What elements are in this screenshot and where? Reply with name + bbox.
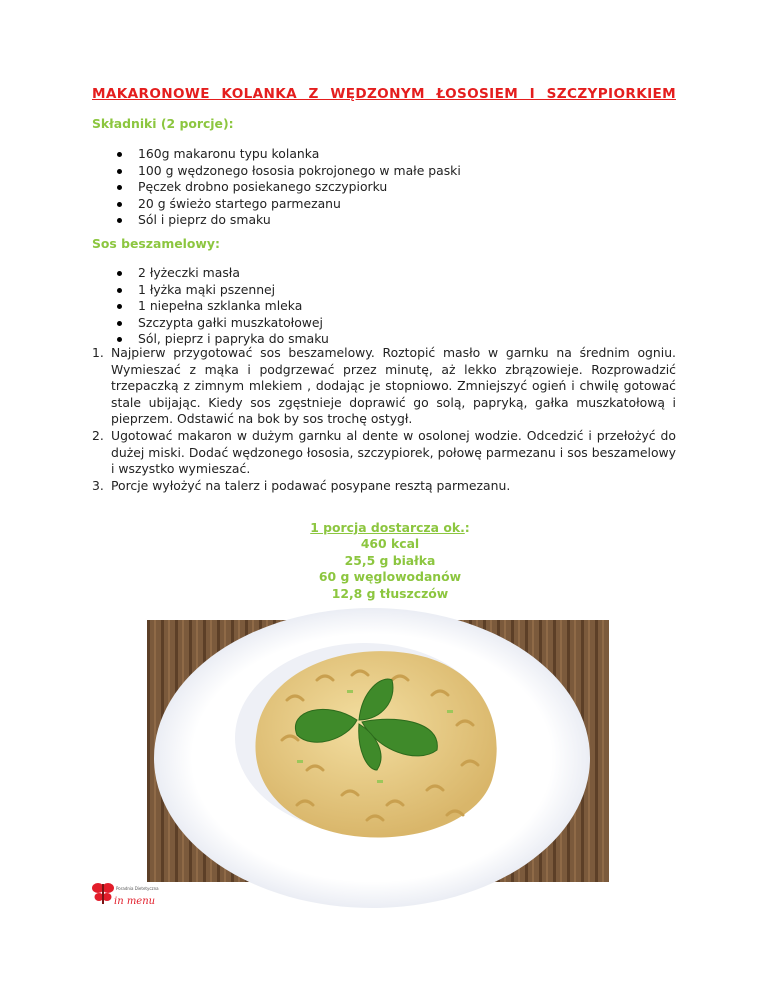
recipe-title: MAKARONOWE KOLANKA Z WĘDZONYM ŁOSOSIEM I SZCZYPIORKIEM — [92, 86, 676, 102]
step-text: Porcje wyłożyć na talerz i podawać posypane resztą parmezanu. — [111, 477, 511, 493]
nutrition-protein: 25,5 g białka — [344, 552, 436, 568]
step-number: 3. — [92, 477, 104, 493]
list-item: 1 łyżka mąki pszennej — [92, 282, 329, 299]
list-item: 160g makaronu typu kolanka — [92, 146, 461, 163]
step-item — [92, 345, 676, 428]
list-item: 2 łyżeczki masła — [92, 265, 329, 282]
pasta-dish-photo — [147, 620, 609, 882]
ingredients-heading: Składniki (2 porcje): — [92, 116, 234, 131]
nutrition-box — [230, 520, 550, 602]
butterfly-icon — [92, 883, 114, 904]
logo-text-top: Poradnia Dietetyczna — [116, 886, 159, 891]
list-item: Sól i pieprz do smaku — [92, 212, 461, 229]
list-item: Pęczek drobno posiekanego szczypiorku — [92, 179, 461, 196]
nutrition-heading: 1 porcja dostarcza ok.: — [310, 520, 470, 535]
list-item: Szczypta gałki muszkatołowej — [92, 315, 329, 332]
step-number: 2. — [92, 427, 104, 443]
step-item — [92, 478, 676, 495]
list-item: 1 niepełna szklanka mleka — [92, 298, 329, 315]
step-text: Ugotować makaron w dużym garnku al dente w osolonej wodzie. Odcedzić i przełożyć do dużej miski. Dodać wędzonego łososia, szczypiorek, połowę parmezanu i sos beszamelowy i wszystko wymieszać. — [111, 427, 676, 477]
step-item — [92, 428, 676, 478]
list-item: 100 g wędzonego łososia pokrojonego w małe paski — [92, 163, 461, 180]
step-number: 1. — [92, 345, 104, 360]
nutrition-fat: 12,8 g tłuszczów — [331, 585, 449, 601]
step-text: Najpierw przygotować sos beszamelowy. Roztopić masło w garnku na średnim ogniu. Wymieszać z mąka i podgrzewać przez minutę, aż lekko zbrązowieje. Rozprowadzić trzepaczką z zimnym mlekiem , dodając je stopniowo. Zmniejszyć ogień i chwilę gotować stale ubijając. Kiedy sos zgęstnieje doprawić go solą, papryką, gałka muszkatołową i pieprzem. Odstawić na bok by sos trochę ostygł. — [111, 345, 676, 427]
nutrition-kcal: 460 kcal — [360, 536, 420, 552]
sauce-list — [92, 265, 329, 348]
steps-list — [92, 345, 676, 494]
nutrition-carbs: 60 g węglowodanów — [318, 569, 462, 585]
ingredients-list — [92, 146, 461, 229]
sauce-heading: Sos beszamelowy: — [92, 236, 220, 251]
list-item: Sól, pieprz i papryka do smaku — [92, 331, 329, 348]
list-item: 20 g świeżo startego parmezanu — [92, 196, 461, 213]
logo-text-bottom: in menu — [114, 896, 156, 907]
butterfly-logo — [92, 880, 159, 910]
